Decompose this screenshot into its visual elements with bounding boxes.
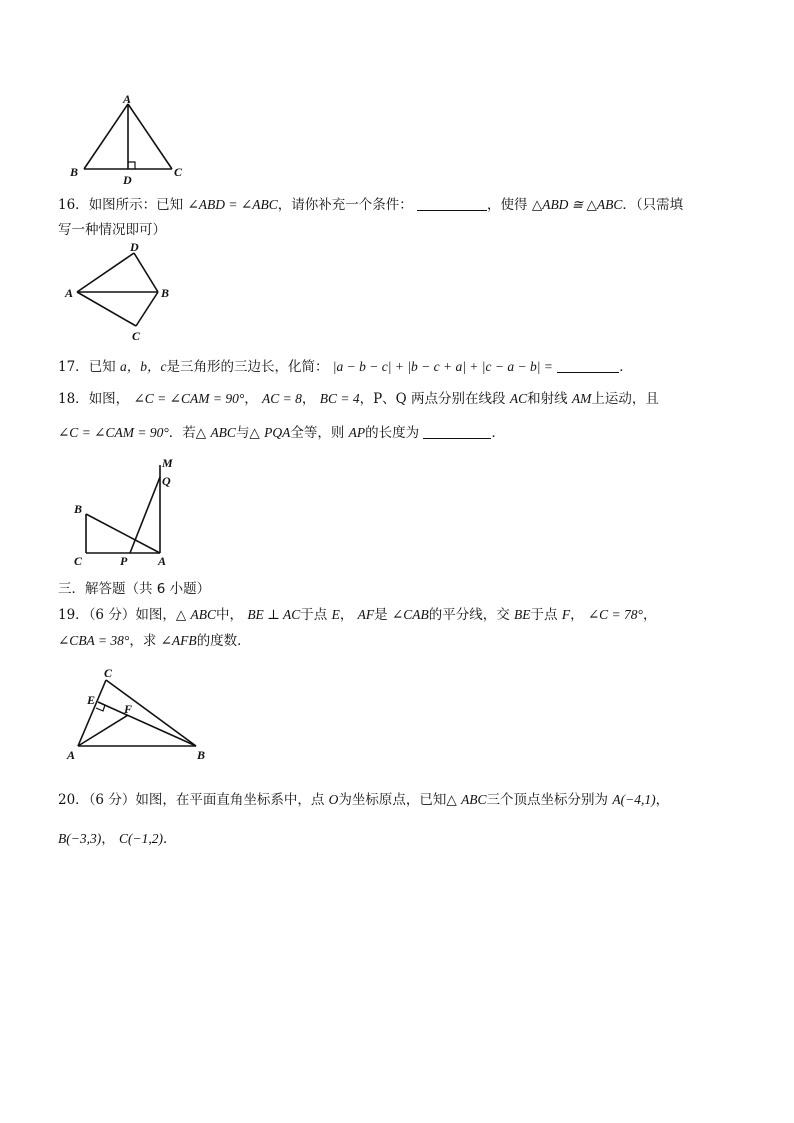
section-3-header: 三．解答题（共 6 小题） xyxy=(58,581,211,597)
label-f: F xyxy=(124,702,133,716)
figure-q19 xyxy=(62,662,212,762)
label-d: D xyxy=(123,173,132,187)
q16-answer-blank[interactable] xyxy=(417,196,487,211)
q19-line1: 19．（6 分）如图，△ ABC中， BE ⊥ AC于点 E， AF是 ∠CAB的平分线，交 BE于点 F， ∠C = 78°， xyxy=(58,607,657,623)
label-a: A xyxy=(67,748,76,762)
label-c: C xyxy=(74,554,83,568)
label-b: B xyxy=(70,165,79,179)
label-c: C xyxy=(132,329,141,343)
q17-answer-blank[interactable] xyxy=(557,358,619,373)
q20-line1: 20．（6 分）如图，在平面直角坐标系中，点 O为坐标原点，已知△ ABC三个顶点坐标分别为 A(−4,1)， xyxy=(58,792,670,808)
q17-line: 17．已知 a，b，c是三角形的三边长，化简： |a − b − c| + |b − c + a| + |c − a − b| = ． xyxy=(58,359,633,375)
q18-line2: ∠C = ∠CAM = 90°．若△ ABC与△ PQA全等，则 AP的长度为 ． xyxy=(58,425,505,441)
q18-answer-blank[interactable] xyxy=(423,424,491,439)
label-b: B xyxy=(161,286,170,300)
q16-line2: 写一种情况即可） xyxy=(58,222,166,238)
label-d: D xyxy=(130,240,139,254)
label-c: C xyxy=(174,165,183,179)
figure-q16 xyxy=(62,240,182,344)
label-q: Q xyxy=(162,474,171,488)
q16-line1: 16．如图所示：已知 ∠ABD = ∠ABC，请你补充一个条件： ，使得 △ABD ≅ △ABC．（只需填 xyxy=(58,197,684,213)
figure-q18 xyxy=(68,455,188,573)
q19-line2: ∠CBA = 38°，求 ∠AFB的度数． xyxy=(58,633,251,649)
label-a: A xyxy=(123,92,132,106)
label-c: C xyxy=(104,666,113,680)
figure-q15 xyxy=(62,90,202,188)
label-a: A xyxy=(65,286,74,300)
q20-line2: B(−3,3)， C(−1,2)． xyxy=(58,831,177,847)
label-p: P xyxy=(120,554,128,568)
label-b: B xyxy=(74,502,83,516)
label-m: M xyxy=(162,456,173,470)
label-b: B xyxy=(197,748,206,762)
q18-line1: 18．如图， ∠C = ∠CAM = 90°， AC = 8， BC = 4，P、Q 两点分别在线段 AC和射线 AM上运动，且 xyxy=(58,391,659,407)
label-a: A xyxy=(158,554,167,568)
label-e: E xyxy=(87,693,96,707)
